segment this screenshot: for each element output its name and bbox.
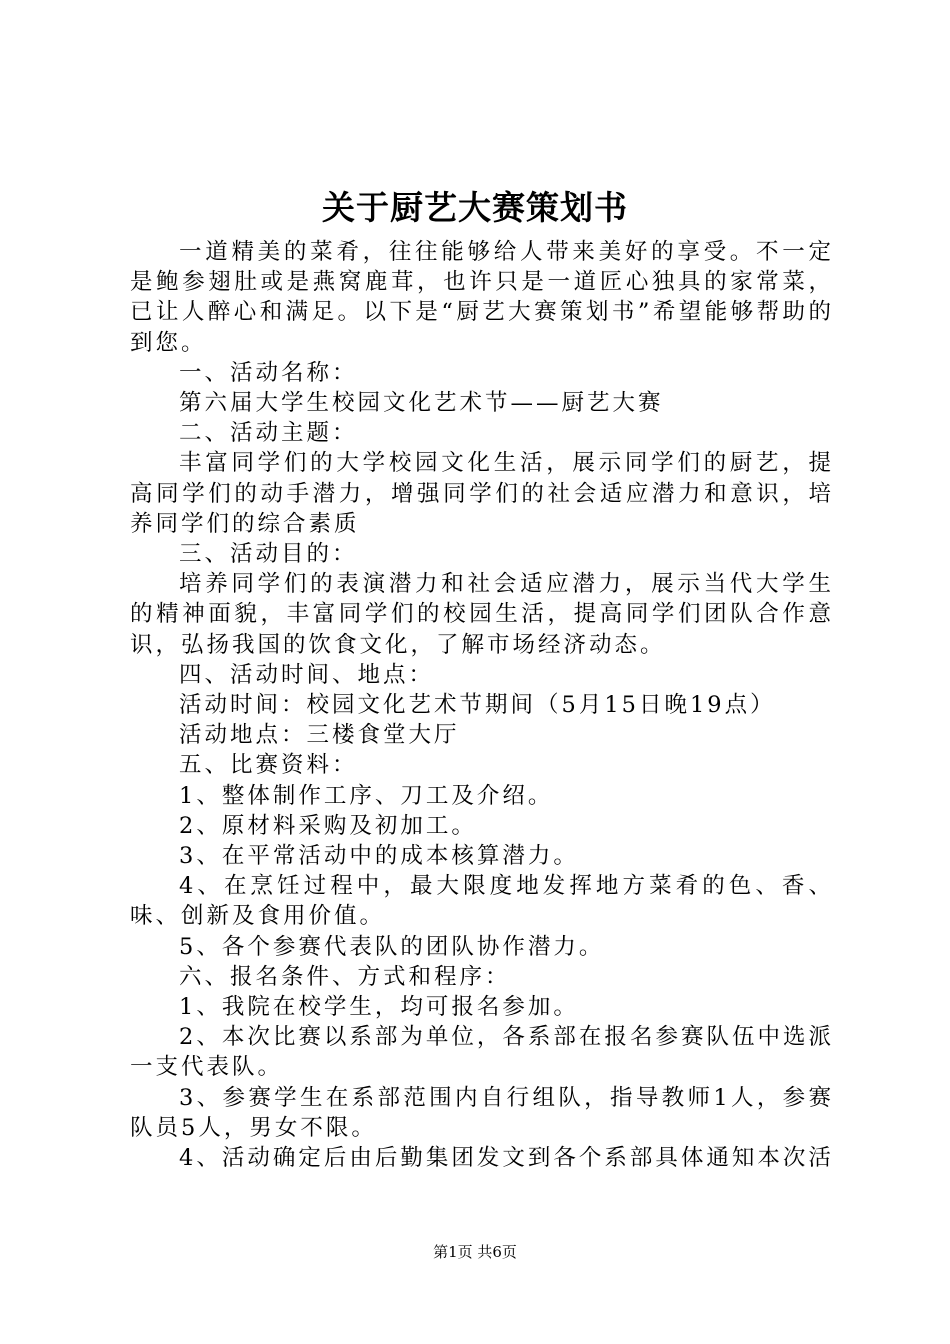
activity-name: 第六届大学生校园文化艺术节——厨艺大赛 — [179, 390, 664, 417]
list-item: 1、整体制作工序、刀工及介绍。 — [179, 782, 554, 809]
list-item: 3、在平常活动中的成本核算潜力。 — [179, 843, 579, 870]
section-heading-time-place: 四、活动时间、地点： — [179, 661, 435, 688]
list-item: 2、本次比赛以系部为单位，各系部在报名参赛队伍中选派一支代表队。 — [130, 1024, 834, 1081]
intro-paragraph: 一道精美的菜肴，往往能够给人带来美好的享受。不一定是鲍参翅肚或是燕窝鹿茸，也许只是一道匠心独具的家常菜，已让人醉心和满足。以下是“厨艺大赛策划书”希望能够帮助的到您。 — [130, 239, 834, 356]
page-footer: 第1页 共6页 — [433, 1243, 517, 1261]
list-item: 4、活动确定后由后勤集团发文到各个系部具体通知本次活 — [179, 1145, 834, 1172]
section-heading-purpose: 三、活动目的： — [179, 541, 358, 568]
list-item: 5、各个参赛代表队的团队协作潜力。 — [179, 933, 605, 960]
section-heading-materials: 五、比赛资料： — [179, 752, 358, 779]
theme-paragraph: 丰富同学们的大学校园文化生活，展示同学们的厨艺，提高同学们的动手潜力，增强同学们的社会适应潜力和意识，培养同学们的综合素质 — [130, 450, 834, 537]
activity-place: 活动地点：三楼食堂大厅 — [179, 722, 460, 749]
list-item: 1、我院在校学生，均可报名参加。 — [179, 994, 579, 1021]
section-heading-theme: 二、活动主题： — [179, 420, 358, 447]
list-item: 3、参赛学生在系部范围内自行组队，指导教师1人，参赛队员5人，男女不限。 — [130, 1084, 834, 1141]
section-heading-name: 一、活动名称： — [179, 359, 358, 386]
document-body — [130, 237, 834, 1173]
list-item: 4、在烹饪过程中，最大限度地发挥地方菜肴的色、香、味、创新及食用价值。 — [130, 873, 834, 930]
section-heading-registration: 六、报名条件、方式和程序： — [179, 963, 511, 990]
activity-time: 活动时间：校园文化艺术节期间（5月15日晚19点） — [179, 692, 776, 719]
document-title: 关于厨艺大赛策划书 — [322, 188, 628, 227]
purpose-paragraph: 培养同学们的表演潜力和社会适应潜力，展示当代大学生的精神面貌，丰富同学们的校园生活，提高同学们团队合作意识，弘扬我国的饮食文化，了解市场经济动态。 — [130, 571, 834, 658]
list-item: 2、原材料采购及初加工。 — [179, 812, 477, 839]
